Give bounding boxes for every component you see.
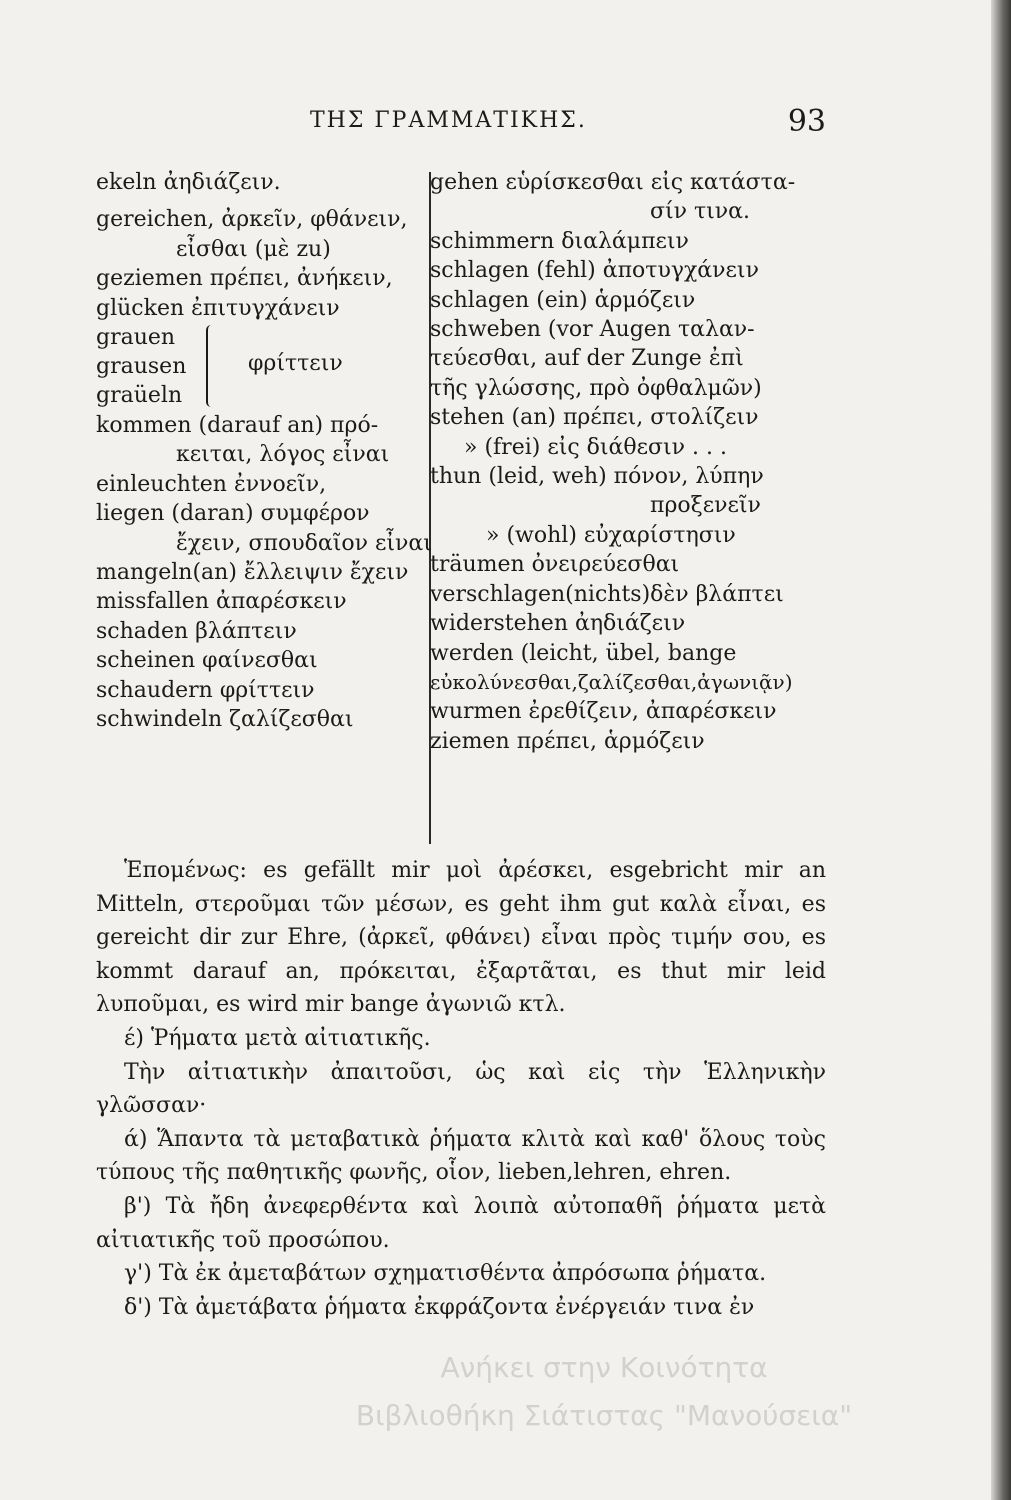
right-entry: verschlagen(nichts)δὲν βλάπτει [430,581,784,607]
left-entry: mangeln(an) ἔλλειψιν ἔχειν [96,560,409,586]
left-entry: κειται, λόγος εἶναι [176,442,390,468]
brace-word: grauen [96,325,176,351]
left-entry: εἶσθαι (μὲ zu) [176,236,331,262]
right-entry: προξενεῖν [650,493,761,519]
brace-word: graüeln [96,383,183,409]
right-entry: schweben (vor Augen ταλαν- [430,317,755,343]
right-entry: ziemen πρέπει, ἁρμόζειν [430,728,705,754]
body-text [96,854,826,1324]
list-item: β') Τὰ ἤδη ἀνεφερθέντα καὶ λοιπὰ αὐτοπαθῆ ῥήματα μετὰ αἰτιατικῆς τοῦ προσώπου. [96,1193,826,1253]
left-entry: ἔχειν, σπουδαῖον εἶναι [176,530,432,556]
right-entry: » (wohl) εὐχαρίστησιν [486,522,736,548]
right-entry: schlagen (fehl) ἀποτυγχάνειν [430,258,759,284]
right-entry: wurmen ἐρεθίζειν, ἀπαρέσκειν [430,699,777,725]
left-entry: gereichen, ἀρκεῖν, φθάνειν, [96,207,408,233]
left-entry: schaden βλάπτειν [96,618,297,644]
right-entry: werden (leicht, übel, bange [430,640,737,666]
right-entry: widerstehen ἀηδιάζειν [430,611,686,637]
right-column [430,168,840,756]
library-watermark [234,1344,974,1454]
right-entry: schimmern διαλάμπειν [430,228,689,254]
left-entry: liegen (daran) συμφέρον [96,501,370,527]
left-entry: ekeln ἀηδιάζειν. [96,170,281,195]
right-entry: τῆς γλώσσης, πρὸ ὀφθαλμῶν) [430,375,762,401]
paragraph: Ἑπομένως: es gefällt mir μοὶ ἀρέσκει, esgebricht mir an Mitteln, στεροῦμαι τῶν μέσων, es geht ihm gut καλὰ εἶναι, es gereicht dir zur Ehre, (ἀρκεῖ, φθάνει) εἶναι πρὸς τιμήν σου, es kommt darauf an, πρόκειται, ἐξαρτᾶται, es thut mir leid λυποῦμαι, es wird mir bange ἀγωνιῶ κτλ. [96,858,826,1018]
section-heading: έ) Ῥήματα μετὰ αἰτιατικῆς. [124,1025,431,1051]
right-entry: εὐκολύνεσθαι,ζαλίζεσθαι,ἀγωνιᾷν) [430,669,793,694]
left-entry: missfallen ἀπαρέσκειν [96,589,347,615]
right-entry: » (frei) εἰς διάθεσιν . . . [464,434,728,460]
list-item: γ') Τὰ ἐκ ἀμεταβάτων σχηματισθέντα ἀπρόσωπα ῥήματα. [124,1261,767,1287]
running-header [96,104,826,148]
curly-brace [206,325,216,407]
paragraph: Τὴν αἰτιατικὴν ἀπαιτοῦσι, ὡς καὶ εἰς τὴν Ἑλληνικὴν γλῶσσαν· [96,1059,826,1119]
brace-word: grausen [96,354,187,380]
page-number: 93 [787,104,826,139]
left-entry: glücken ἐπιτυγχάνειν [96,295,340,321]
left-entry: kommen (darauf an) πρό- [96,413,379,439]
right-entry: schlagen (ein) ἁρμόζειν [430,287,696,313]
left-column [96,168,432,735]
watermark-line: Βιβλιοθήκη Σιάτιστας "Μανούσεια" [355,1399,853,1432]
list-item: ά) Ἅπαντα τὰ μεταβατικὰ ῥήματα κλιτὰ καὶ καθ' ὅλους τοὺς τύπους τῆς παθητικῆς φωνῆς, οἷον, lieben,lehren, ehren. [96,1126,826,1186]
watermark-line: Ανήκει στην Κοινότητα [440,1351,768,1384]
right-entry: gehen εὑρίσκεσθαι εἰς κατάστα- [430,170,796,195]
right-entry: σίν τινα. [650,199,751,225]
running-title: ΤΗΣ ΓΡΑΜΜΑΤΙΚΗΣ. [310,108,587,133]
right-entry: träumen ὀνειρεύεσθαι [430,552,680,578]
left-entry: schwindeln ζαλίζεσθαι [96,707,354,733]
right-entry: thun (leid, weh) πόνον, λύπην [430,464,764,490]
left-entry: scheinen φαίνεσθαι [96,648,318,674]
right-entry: τεύεσθαι, auf der Zunge ἐπὶ [430,346,744,372]
brace-translation: φρίττειν [248,351,343,377]
vocabulary-columns [96,168,836,848]
list-item: δ') Τὰ ἀμετάβατα ῥήματα ἐκφράζοντα ἐνέργειάν τινα ἐν [124,1294,755,1320]
right-entry: stehen (an) πρέπει, στολίζειν [430,405,759,431]
left-entry: schaudern φρίττειν [96,677,315,703]
left-entry: geziemen πρέπει, ἀνήκειν, [96,266,393,292]
left-entry: einleuchten ἐννοεῖν, [96,471,327,497]
brace-group [96,323,424,411]
page-edge-shadow [991,0,1011,1500]
spacer [96,197,424,205]
